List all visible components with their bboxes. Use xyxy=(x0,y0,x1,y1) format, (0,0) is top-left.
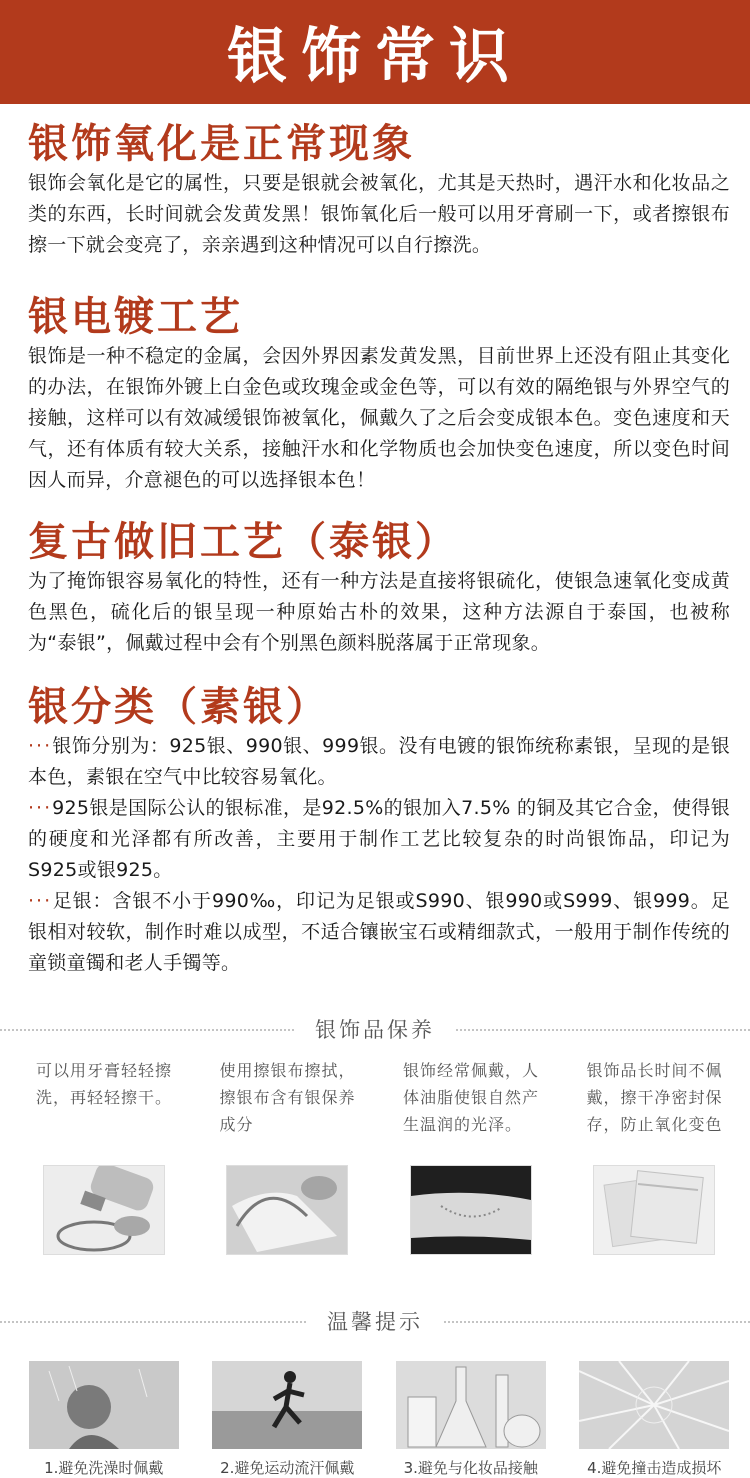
section-title: 银电镀工艺 xyxy=(28,294,243,340)
section-oxidation xyxy=(28,120,730,261)
care-text: 银饰品长时间不佩戴，擦干净密封保存，防止氧化变色 xyxy=(586,1061,723,1134)
bullet-marker: ··· xyxy=(28,797,53,819)
tip-item xyxy=(204,1361,372,1478)
bullet-marker: ··· xyxy=(28,735,53,757)
care-item xyxy=(22,1057,186,1255)
care-item xyxy=(573,1057,737,1255)
tip-item xyxy=(20,1361,188,1478)
section-vintage xyxy=(28,518,730,659)
shower-photo xyxy=(29,1361,179,1449)
banner xyxy=(0,0,750,104)
care-heading: 银饰品保养 xyxy=(295,1014,455,1044)
care-text: 可以用牙膏轻轻擦洗，再轻轻擦干。 xyxy=(36,1061,173,1107)
tips-heading: 温馨提示 xyxy=(307,1306,443,1336)
tips-grid xyxy=(0,1361,750,1478)
care-text: 使用擦银布擦拭，擦银布含有银保养成分 xyxy=(219,1061,356,1134)
knowledge-sections xyxy=(0,120,750,979)
toothpaste-photo xyxy=(43,1165,165,1255)
sealed-bag-photo xyxy=(593,1165,715,1255)
section-plating xyxy=(28,293,730,496)
tip-caption: 3.避免与化妆品接触 xyxy=(403,1459,538,1477)
tip-item xyxy=(571,1361,739,1478)
bullet-item: ···银饰分别为：925银、990银、999银。没有电镀的银饰统称素银，呈现的是银本色，素银在空气中比较容易氧化。 xyxy=(28,735,730,788)
section-title: 银分类（素银） xyxy=(28,684,329,730)
tip-caption: 1.避免洗澡时佩戴 xyxy=(44,1459,164,1477)
section-title: 银饰氧化是正常现象 xyxy=(28,121,415,167)
care-text: 银饰经常佩戴，人体油脂使银自然产生温润的光泽。 xyxy=(403,1061,540,1134)
section-text: 为了掩饰银容易氧化的特性，还有一种方法是直接将银硫化，使银急速氧化变成黄色黑色，硫化后的银呈现一种原始古朴的效果，这种方法源自于泰国，也被称为“泰银”，佩戴过程中会有个别黑色颜料脱落属于正常现象。 xyxy=(28,570,730,654)
polishing-cloth-photo xyxy=(226,1165,348,1255)
page-title: 银饰常识 xyxy=(227,22,523,92)
tip-item xyxy=(387,1361,555,1478)
section-text: 银饰会氧化是它的属性，只要是银就会被氧化，尤其是天热时，遇汗水和化妆品之类的东西，长时间就会发黄发黑！银饰氧化后一般可以用牙膏刷一下，或者擦银布擦一下就会变亮了，亲亲遇到这种情况可以自行擦洗。 xyxy=(28,172,730,256)
section-text: 银饰是一种不稳定的金属，会因外界因素发黄发黑，目前世界上还没有阻止其变化的办法，在银饰外镀上白金色或玫瑰金或金色等，可以有效的隔绝银与外界空气的接触，这样可以有效减缓银饰被氧化，佩戴久了之后会变成银本色。变色速度和天气，还有体质有较大关系，接触汗水和化学物质也会加快变色速度，所以变色时间因人而异，介意褪色的可以选择银本色！ xyxy=(28,345,730,491)
running-photo xyxy=(212,1361,362,1449)
bullet-item: ···925银是国际公认的银标准，是92.5%的银加入7.5% 的铜及其它合金，使得银的硬度和光泽都有所改善，主要用于制作工艺比较复杂的时尚银饰品，印记为S925或银925。 xyxy=(28,797,730,881)
section-title: 复古做旧工艺（泰银） xyxy=(28,519,458,565)
tip-caption: 2.避免运动流汗佩戴 xyxy=(220,1459,355,1477)
section-silver-types xyxy=(28,683,730,979)
care-item xyxy=(206,1057,370,1255)
bullet-item: ···足银：含银不小于990‰，印记为足银或S990、银990或S999、银999。足银相对较软，制作时难以成型，不适合镶嵌宝石或精细款式，一般用于制作传统的童锁童镯和老人手镯等。 xyxy=(28,890,730,974)
tips-divider xyxy=(0,1301,750,1341)
care-grid xyxy=(0,1057,750,1255)
bracelet-on-wrist-photo xyxy=(410,1165,532,1255)
care-item xyxy=(389,1057,553,1255)
care-divider xyxy=(0,1009,750,1049)
chemicals-photo xyxy=(396,1361,546,1449)
bullet-marker: ··· xyxy=(28,890,53,912)
broken-glass-photo xyxy=(579,1361,729,1449)
tip-caption: 4.避免撞击造成损坏 xyxy=(587,1459,722,1477)
